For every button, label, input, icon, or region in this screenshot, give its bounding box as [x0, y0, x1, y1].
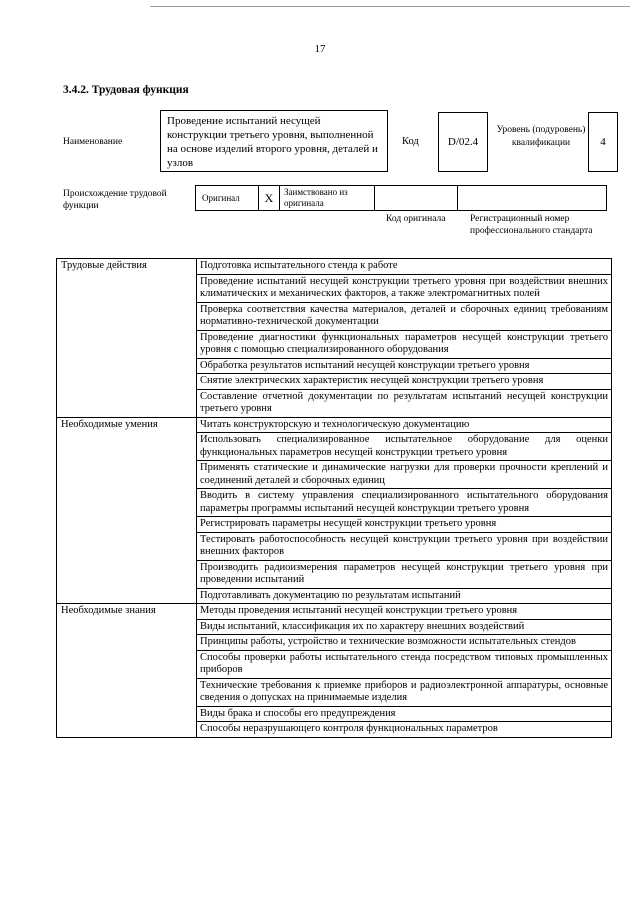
- item-cell: Принципы работы, устройство и технические возможности испытательных стендов: [197, 635, 612, 651]
- item-cell: Технические требования к приемке приборов и радиоэлектронной аппаратуры, основные сведения о допусках на принимаемые изделия: [197, 678, 612, 706]
- original-code-cell: [374, 185, 458, 211]
- function-name-box: Проведение испытаний несущей конструкции третьего уровня, выполненной на основе изделий второго уровня, деталей и узлов: [160, 110, 388, 172]
- item-cell: Регистрировать параметры несущей конструкции третьего уровня: [197, 517, 612, 533]
- item-cell: Виды брака и способы его предупреждения: [197, 706, 612, 722]
- qualification-level-box: 4: [588, 112, 618, 172]
- page-number: 17: [314, 43, 326, 55]
- item-cell: Производить радиоизмерения параметров несущей конструкции третьего уровня при проведении испытаний: [197, 560, 612, 588]
- code-value-box: D/02.4: [438, 112, 488, 172]
- original-mark: X: [258, 185, 280, 211]
- original-code-label: Код оригинала: [386, 214, 446, 224]
- item-cell: Применять статические и динамические нагрузки для проверки прочности креплений и соединений деталей и сборочных единиц: [197, 461, 612, 489]
- item-cell: Методы проведения испытаний несущей конструкции третьего уровня: [197, 604, 612, 620]
- table-row: [57, 259, 612, 275]
- original-label: Оригинал: [195, 185, 259, 211]
- item-cell: Снятие электрических характеристик несущей конструкции третьего уровня: [197, 374, 612, 390]
- item-cell: Проведение диагностики функциональных параметров несущей конструкции третьего уровня с помощью специализированного оборудования: [197, 330, 612, 358]
- origin-label: Происхождение трудовой функции: [63, 189, 167, 211]
- table-row: [57, 604, 612, 620]
- item-cell: Использовать специализированное испытательное оборудование для оценки функциональных параметров несущей конструкции третьего уровня: [197, 433, 612, 461]
- category-cell: Необходимые знания: [57, 604, 197, 738]
- code-label: Код: [402, 136, 419, 147]
- item-cell: Вводить в систему управления специализированного испытательного оборудования параметры программы испытаний несущей конструкции третьего уровня: [197, 489, 612, 517]
- borrowed-label: Заимствовано из оригинала: [279, 185, 375, 211]
- table-row: [57, 417, 612, 433]
- item-cell: Тестировать работоспособность несущей конструкции третьего уровня при воздействии внешних факторов: [197, 532, 612, 560]
- item-cell: Виды испытаний, классификация их по характеру внешних воздействий: [197, 619, 612, 635]
- item-cell: Подготавливать документацию по результатам испытаний: [197, 588, 612, 604]
- labor-function-table: [56, 258, 612, 738]
- item-cell: Подготовка испытательного стенда к работе: [197, 259, 612, 275]
- item-cell: Проверка соответствия качества материалов, деталей и сборочных единиц требованиям нормативно-технической документации: [197, 302, 612, 330]
- item-cell: Составление отчетной документации по результатам испытаний несущей конструкции третьего уровня: [197, 389, 612, 417]
- reg-number-cell: [457, 185, 607, 211]
- item-cell: Читать конструкторскую и технологическую документацию: [197, 417, 612, 433]
- item-cell: Способы проверки работы испытательного стенда посредством типовых промышленных приборов: [197, 650, 612, 678]
- category-cell: Трудовые действия: [57, 259, 197, 418]
- name-label: Наименование: [63, 137, 123, 147]
- origin-row: [196, 185, 607, 211]
- reg-number-label: Регистрационный номер профессионального стандарта: [470, 214, 593, 236]
- item-cell: Обработка результатов испытаний несущей конструкции третьего уровня: [197, 358, 612, 374]
- category-cell: Необходимые умения: [57, 417, 197, 604]
- qualification-level-label: Уровень (подуровень) квалификации: [496, 125, 586, 148]
- section-title: 3.4.2. Трудовая функция: [63, 84, 189, 96]
- top-border-line: [150, 6, 630, 7]
- item-cell: Способы неразрушающего контроля функциональных параметров: [197, 722, 612, 738]
- item-cell: Проведение испытаний несущей конструкции третьего уровня при воздействии внешних климатических и механических факторов, а также электромагнитных полей: [197, 274, 612, 302]
